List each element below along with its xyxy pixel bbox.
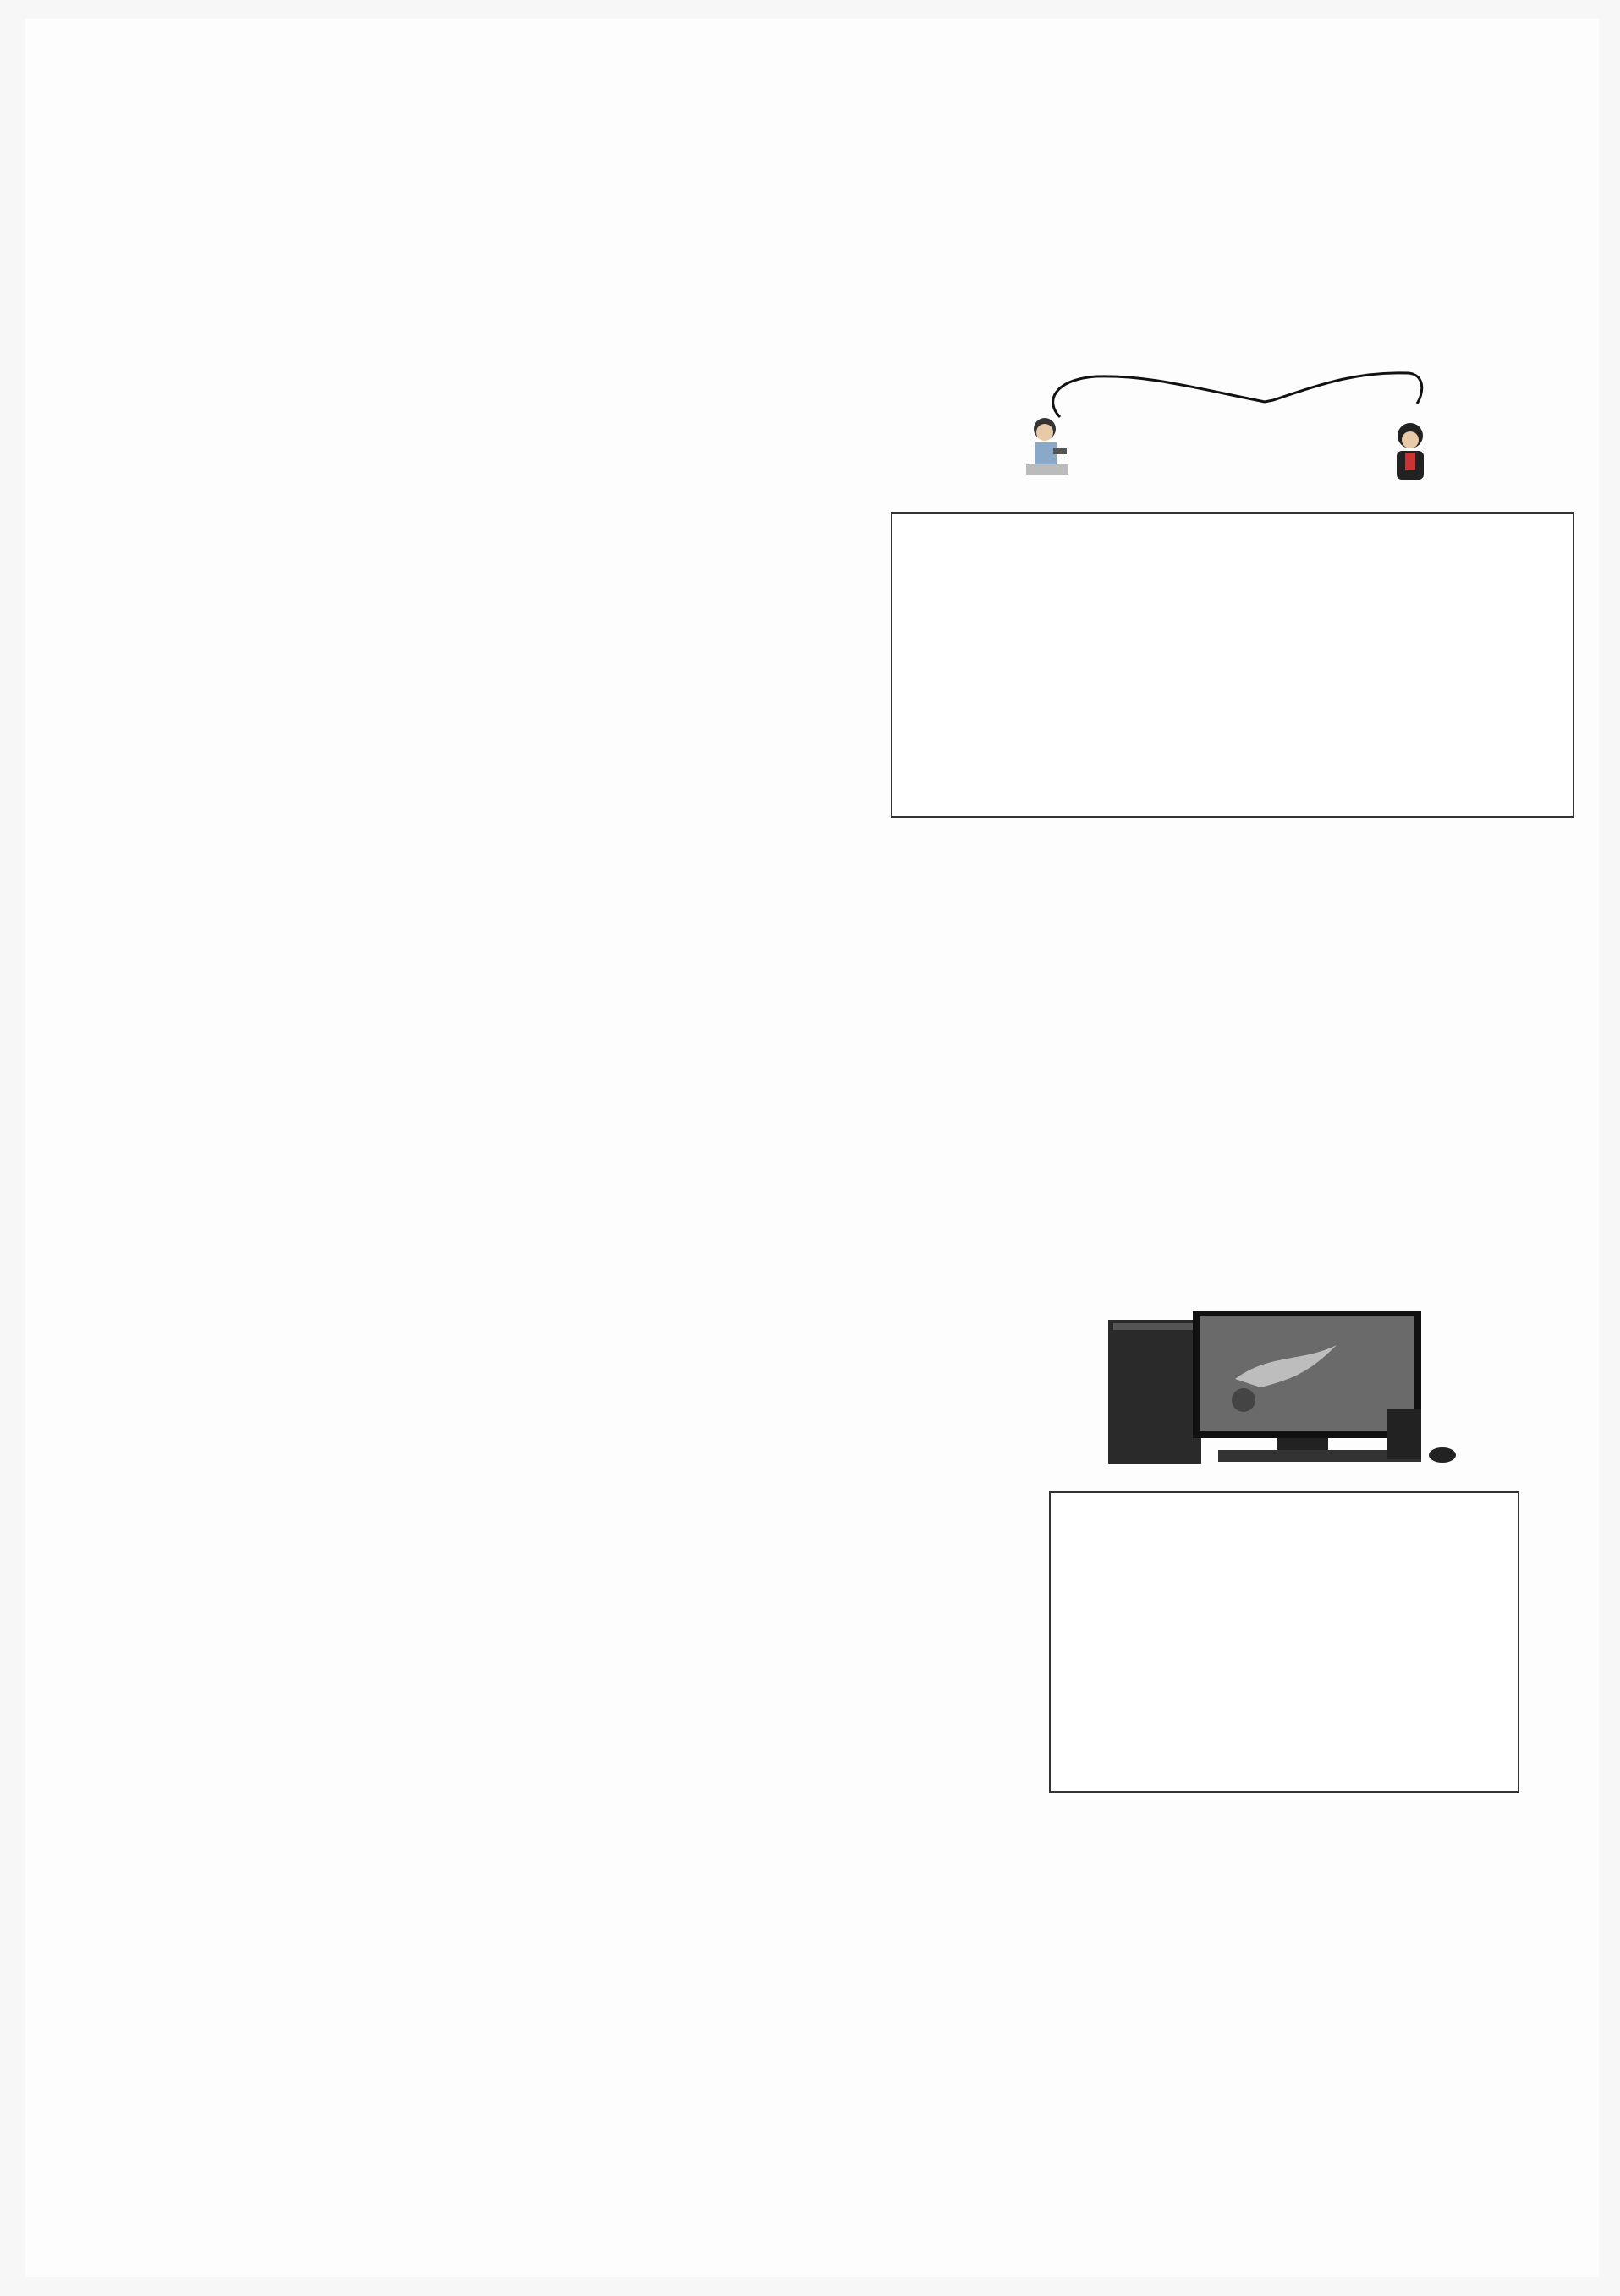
section3-options-box	[891, 512, 1574, 818]
section4-options-box	[1049, 1491, 1519, 1793]
phone-call-illustration	[1019, 368, 1442, 503]
computer-illustration	[1108, 1303, 1463, 1472]
teacher-on-phone-icon	[1397, 423, 1424, 480]
page	[25, 19, 1599, 2277]
boy-on-phone-icon	[1026, 418, 1068, 475]
